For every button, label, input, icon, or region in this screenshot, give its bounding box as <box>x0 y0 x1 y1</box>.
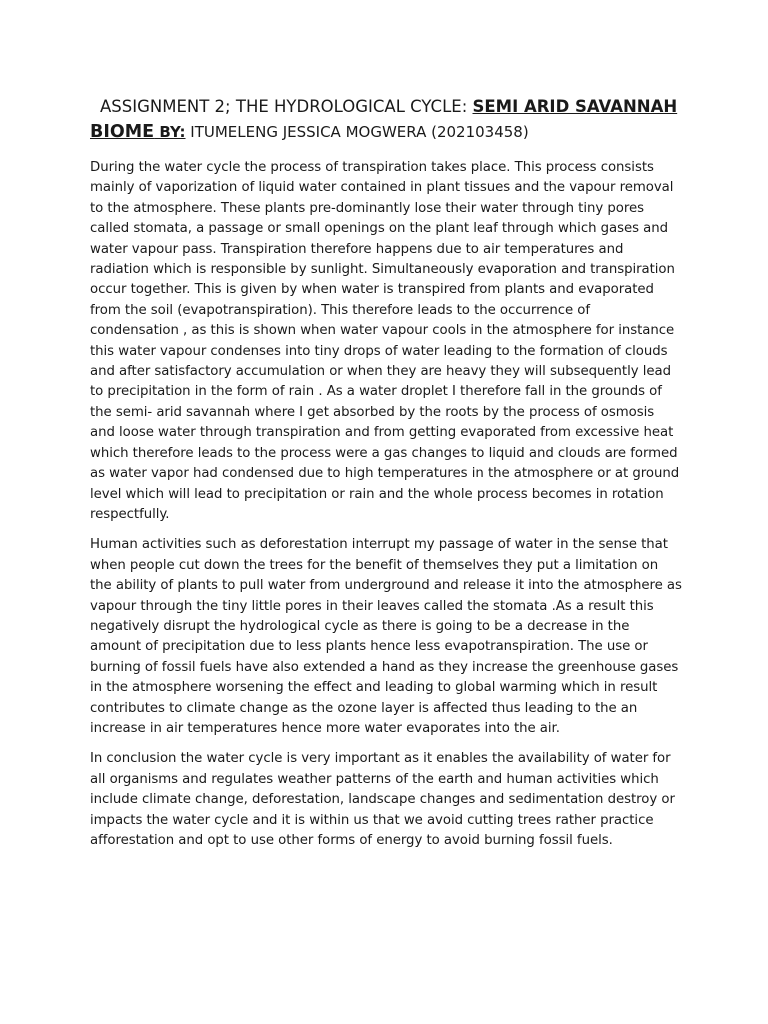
document-title <box>90 94 690 145</box>
title-prefix: ASSIGNMENT 2; THE HYDROLOGICAL CYCLE: <box>100 97 473 116</box>
author-name: ITUMELENG JESSICA MOGWERA (202103458) <box>185 123 529 141</box>
title-biome-name: SEMI ARID SAVANNAH <box>472 97 678 116</box>
title-by-label: BY: <box>154 123 186 141</box>
paragraph-human-activities: Human activities such as deforestation interrupt my passage of water in the sense that when people cut down the trees for the benefit of themselves they put a limitation on the ability of plants to pull water from underground and release it into the atmosphere as vapour through the tiny little pores in their leaves called the stomata .As a result this negatively disrupt the hydrological cycle as there is going to be a decrease in the amount of precipitation due to less plants hence less evapotranspiration. The use or burning of fossil fuels have also extended a hand as they increase the greenhouse gases in the atmosphere worsening the effect and leading to global warming which in result contributes to climate change as the ozone layer is affected thus leading to the an increase in air temperatures hence more water evaporates into the air. <box>90 537 682 736</box>
title-line-1 <box>90 94 690 119</box>
paragraph-transpiration: During the water cycle the process of transpiration takes place. This process consists mainly of vaporization of liquid water contained in plant tissues and the vapour removal to the atmosphere. These plants pre-dominantly lose their water through tiny pores called stomata, a passage or small openings on the plant leaf through which gases and water vapour pass. Transpiration therefore happens due to air temperatures and radiation which is responsible by sunlight. Simultaneously evaporation and transpiration occur together. This is given by when water is transpired from plants and evaporated from the soil (evapotranspiration). This therefore leads to the occurrence of condensation , as this is shown when water vapour cools in the atmosphere for instance this water vapour condenses into tiny drops of water leading to the formation of clouds and after satisfactory accumulation or when they are heavy they will subsequently lead to precipitation in the form of rain . As a water droplet I therefore fall in the grounds of the semi- arid savannah where I get absorbed by the roots by the process of osmosis and loose water through transpiration and from getting evaporated from excessive heat which therefore leads to the process were a gas changes to liquid and clouds are formed as water vapor had condensed due to high temperatures in the atmosphere or at ground level which will lead to precipitation or rain and the whole process becomes in rotation respectfully. <box>90 160 680 522</box>
title-line-2 <box>90 119 690 145</box>
title-biome-word: BIOME <box>90 122 155 142</box>
paragraph-conclusion: In conclusion the water cycle is very important as it enables the availability of water for all organisms and regulates weather patterns of the earth and human activities which include climate change, deforestation, landscape changes and sedimentation destroy or impacts the water cycle and it is within us that we avoid cutting trees rather practice afforestation and opt to use other forms of energy to avoid burning fossil fuels. <box>90 751 675 848</box>
document-body <box>90 158 682 861</box>
